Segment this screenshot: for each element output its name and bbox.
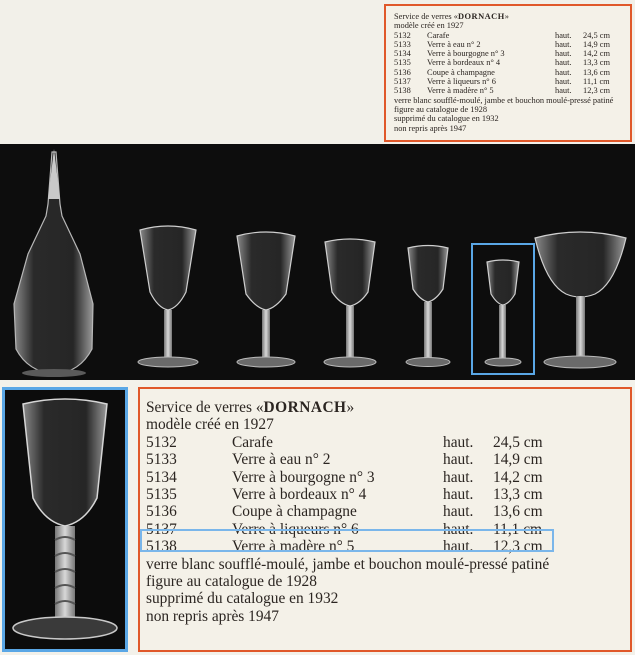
- catalog-entry-large: [138, 387, 632, 652]
- catalog-row: 5132 Carafe haut. 24,5 cm: [394, 30, 610, 40]
- catalog-note: non repris après 1947: [146, 607, 279, 625]
- catalog-note: figure au catalogue de 1928: [394, 104, 488, 114]
- catalog-subtitle: modèle créé en 1927: [146, 416, 274, 434]
- catalog-row: 5135 Verre à bordeaux n° 4 haut. 13,3 cm: [146, 486, 543, 504]
- catalog-rows: [394, 31, 624, 96]
- catalog-row: 5134 Verre à bourgogne n° 3 haut. 14,2 cm: [146, 468, 543, 486]
- catalog-note: figure au catalogue de 1928: [146, 573, 317, 591]
- catalog-row: 5133 Verre à eau n° 2 haut. 14,9 cm: [146, 451, 543, 469]
- catalog-row: 5137 Verre à liqueurs n° 6 haut. 11,1 cm: [394, 77, 610, 87]
- catalog-title: Service de verres « DORNACH »: [394, 12, 509, 21]
- liqueur-glass-highlight: [471, 243, 535, 375]
- catalog-row: 5132 Carafe haut. 24,5 cm: [146, 433, 543, 451]
- catalog-row: 5135 Verre à bordeaux n° 4 haut. 13,3 cm: [394, 58, 610, 68]
- catalog-note: non repris après 1947: [394, 123, 467, 133]
- catalog-row: 5138 Verre à madère n° 5 haut. 12,3 cm: [394, 86, 610, 96]
- row-highlight: [140, 529, 554, 552]
- catalog-note: verre blanc soufflé-moulé, jambe et bouchon moulé-pressé patiné: [146, 555, 550, 573]
- glassware-photo: [0, 144, 635, 380]
- catalog-title: Service de verres « DORNACH »: [146, 399, 355, 416]
- catalog-row: 5136 Coupe à champagne haut. 13,6 cm: [146, 503, 543, 521]
- catalog-row-highlighted: 5137 Verre à liqueurs n° 6 haut. 11,1 cm: [146, 520, 543, 538]
- catalog-row: 5134 Verre à bourgogne n° 3 haut. 14,2 cm: [394, 49, 610, 59]
- liqueur-glass-closeup: [2, 387, 128, 652]
- catalog-row: 5133 Verre à eau n° 2 haut. 14,9 cm: [394, 39, 610, 49]
- catalog-row: 5138 Verre à madère n° 5 haut. 12,3 cm: [146, 538, 543, 556]
- catalog-entry-small: [384, 4, 632, 142]
- catalog-note: supprimé du catalogue en 1932: [146, 590, 339, 608]
- catalog-subtitle: modèle créé en 1927: [394, 21, 464, 31]
- catalog-note: verre blanc soufflé-moulé, jambe et bouchon moulé-pressé patiné: [394, 95, 614, 105]
- catalog-row: 5136 Coupe à champagne haut. 13,6 cm: [394, 67, 610, 77]
- liqueur-glass-closeup-illustration: [5, 390, 125, 649]
- catalog-note: supprimé du catalogue en 1932: [394, 114, 499, 124]
- glassware-illustration: [0, 144, 635, 380]
